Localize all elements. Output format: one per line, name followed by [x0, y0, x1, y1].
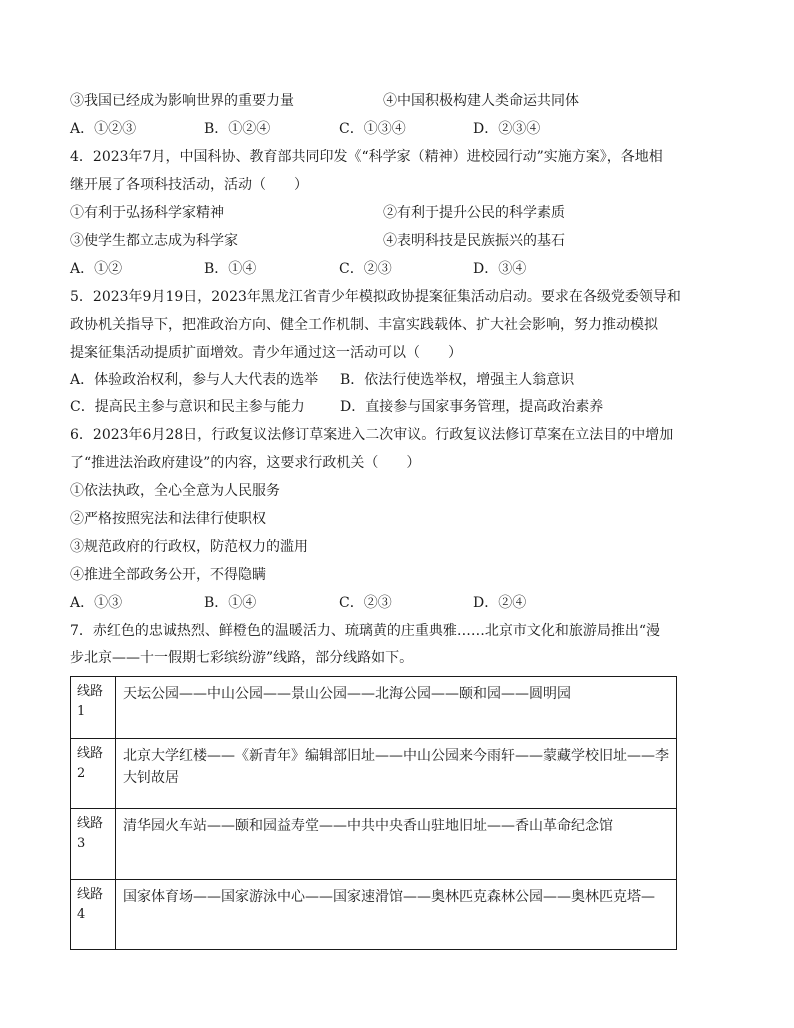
table-row [71, 880, 677, 950]
q3-option-d: D．②③④ [473, 121, 541, 137]
q5-option-c: C．提高民主参与意识和民主参与能力 [70, 399, 305, 415]
q5-stem-line-3: 提案征集活动提质扩面增效。青少年通过这一活动可以（ ） [70, 345, 462, 361]
q4-stem-line-2: 继开展了各项科技活动，活动（ ） [70, 177, 308, 193]
q4-statement-4: ④表明科技是民族振兴的基石 [383, 233, 565, 249]
table-row [71, 809, 677, 880]
routes-table [70, 676, 677, 950]
q5-stem-line-1: 5．2023年9月19日，2023年黑龙江省青少年模拟政协提案征集活动启动。要求在各级党委领导和 [70, 289, 681, 305]
q6-statement-2: ②严格按照宪法和法律行使职权 [70, 511, 266, 527]
q5-option-a: A．体验政治权利，参与人大代表的选举 [70, 372, 319, 388]
q4-option-c: C．②③ [339, 261, 392, 277]
q4-statement-3: ③使学生都立志成为科学家 [70, 233, 238, 249]
q6-option-b: B．①④ [204, 595, 257, 611]
q6-stem-line-2: 了“推进法治政府建设”的内容，这要求行政机关（ ） [70, 455, 421, 471]
route-stops: 清华园火车站——颐和园益寿堂——中共中央香山驻地旧址——香山革命纪念馆 [116, 809, 677, 880]
q5-option-d: D．直接参与国家事务管理，提高政治素养 [340, 399, 604, 415]
table-row [71, 677, 677, 739]
q6-statement-1: ①依法执政，全心全意为人民服务 [70, 483, 280, 499]
q6-option-d: D．②④ [473, 595, 527, 611]
q6-statement-3: ③规范政府的行政权，防范权力的滥用 [70, 539, 308, 555]
q4-options [70, 259, 690, 279]
route-label: 线路1 [71, 677, 116, 739]
q7-stem-line-1: 7．赤红色的忠诚热烈、鲜橙色的温暖活力、琉璃黄的庄重典雅……北京市文化和旅游局推出“漫 [70, 623, 661, 639]
route-label: 线路4 [71, 880, 116, 950]
q3-options [70, 119, 690, 139]
q3-option-b: B．①②④ [204, 121, 271, 137]
q4-statement-2: ②有利于提升公民的科学素质 [383, 205, 565, 221]
q4-stem-line-1: 4．2023年7月，中国科协、教育部共同印发《“科学家（精神）进校园行动”实施方案》，各地相 [70, 149, 663, 165]
q7-stem-line-2: 步北京——十一假期七彩缤纷游”线路，部分线路如下。 [70, 650, 414, 666]
q3-option-c: C．①③④ [339, 121, 406, 137]
q6-option-a: A．①③ [70, 595, 123, 611]
route-stops: 北京大学红楼——《新青年》编辑部旧址——中山公园来今雨轩——蒙藏学校旧址——李大钊故居 [116, 739, 677, 809]
route-label: 线路3 [71, 809, 116, 880]
q6-option-c: C．②③ [339, 595, 392, 611]
q3-option-a: A．①②③ [70, 121, 137, 137]
q6-statement-4: ④推进全部政务公开，不得隐瞒 [70, 567, 266, 583]
route-label: 线路2 [71, 739, 116, 809]
q5-option-b: B．依法行使选举权，增强主人翁意识 [340, 372, 575, 388]
q3-statement-3: ③我国已经成为影响世界的重要力量 [70, 93, 294, 109]
q3-statement-4: ④中国积极构建人类命运共同体 [383, 93, 579, 109]
q4-option-a: A．①② [70, 261, 123, 277]
q4-option-b: B．①④ [204, 261, 257, 277]
q6-options [70, 593, 690, 613]
q5-stem-line-2: 政协机关指导下，把准政治方向、健全工作机制、丰富实践载体、扩大社会影响，努力推动模拟 [70, 317, 658, 333]
route-stops: 天坛公园——中山公园——景山公园——北海公园——颐和园——圆明园 [116, 677, 677, 739]
q4-option-d: D．③④ [473, 261, 527, 277]
q6-stem-line-1: 6．2023年6月28日，行政复议法修订草案进入二次审议。行政复议法修订草案在立法目的中增加 [70, 427, 674, 443]
table-row [71, 739, 677, 809]
route-stops: 国家体育场——国家游泳中心——国家速滑馆——奥林匹克森林公园——奥林匹克塔— [116, 880, 677, 950]
q4-statement-1: ①有利于弘扬科学家精神 [70, 205, 224, 221]
